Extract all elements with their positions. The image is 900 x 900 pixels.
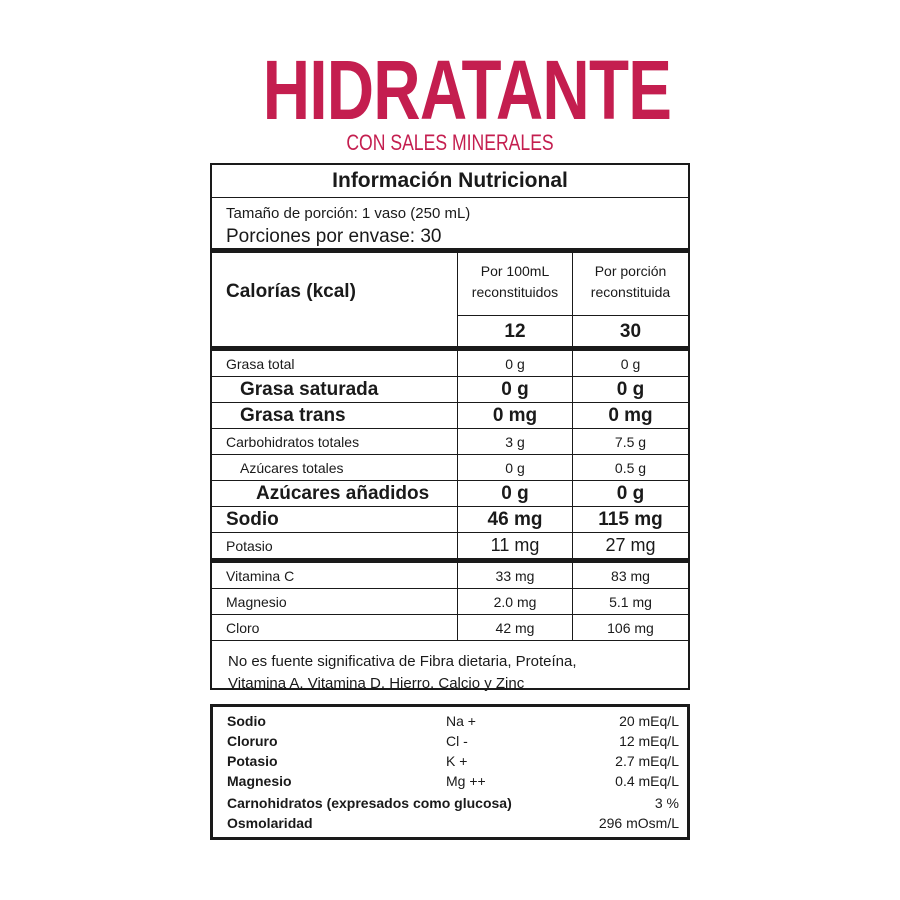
electrolyte-symbol: K + xyxy=(446,753,468,769)
nutrient-value-per-serving: 0 g xyxy=(572,481,688,506)
nutrient-value-per-100ml: 42 mg xyxy=(457,615,572,640)
nutrient-label: Grasa saturada xyxy=(240,378,379,400)
electrolyte-value: 2.7 mEq/L xyxy=(615,753,679,769)
nutrient-row-cloro xyxy=(212,615,688,641)
nutrient-row-grasa-trans xyxy=(212,403,688,429)
nutrient-label: Vitamina C xyxy=(226,567,295,584)
nutrient-value-per-serving: 106 mg xyxy=(572,615,688,640)
electrolyte-value: 296 mOsm/L xyxy=(598,815,679,831)
nutrient-value-per-100ml: 2.0 mg xyxy=(457,589,572,614)
nutrient-value-per-100ml: 0 g xyxy=(457,377,572,402)
nutrient-row-carbohidratos xyxy=(212,429,688,455)
nutrient-row-grasa-total xyxy=(212,351,688,377)
electrolyte-name: Cloruro xyxy=(227,733,278,749)
nutrient-label: Azúcares añadidos xyxy=(256,482,430,504)
nutrient-value-per-serving: 0.5 g xyxy=(572,455,688,480)
nutrient-value-per-serving: 0 g xyxy=(572,377,688,402)
nutrient-value-per-100ml: 0 g xyxy=(457,351,572,376)
nutrient-label: Magnesio xyxy=(226,593,287,610)
nutrient-value-per-100ml: 11 mg xyxy=(457,533,572,558)
calories-label: Calorías (kcal) xyxy=(226,281,356,302)
column-header-per-100ml xyxy=(457,253,572,315)
servings-per-container: Porciones por envase: 30 xyxy=(226,226,442,247)
column-header-line: reconstituidos xyxy=(471,284,559,300)
nutrient-value-per-serving: 7.5 g xyxy=(572,429,688,454)
nutrient-label: Potasio xyxy=(226,537,273,554)
column-header-line: Por 100mL xyxy=(480,263,550,279)
electrolyte-name: Magnesio xyxy=(227,773,292,789)
electrolyte-value: 0.4 mEq/L xyxy=(615,773,679,789)
nutrient-label: Sodio xyxy=(226,508,279,530)
nutrient-value-per-serving: 0 g xyxy=(572,351,688,376)
nutrient-value-per-serving: 0 mg xyxy=(572,403,688,428)
nutrient-value-per-100ml: 0 g xyxy=(457,481,572,506)
serving-size: Tamaño de porción: 1 vaso (250 mL) xyxy=(226,205,471,222)
electrolyte-table xyxy=(210,704,690,840)
electrolyte-name: Sodio xyxy=(227,713,266,729)
column-header-line: reconstituida xyxy=(590,284,671,300)
electrolyte-name: Carnohidratos (expresados como glucosa) xyxy=(227,795,512,811)
nutrient-value-per-100ml: 0 g xyxy=(457,455,572,480)
calories-value-per-serving: 30 xyxy=(572,315,688,346)
nutrient-row-azucares-anadidos xyxy=(212,481,688,507)
nutrient-value-per-100ml: 46 mg xyxy=(457,507,572,532)
nutrient-label: Cloro xyxy=(226,619,260,636)
nutrition-facts-panel xyxy=(210,163,690,690)
electrolyte-row xyxy=(213,733,687,753)
column-header-line: Por porción xyxy=(594,263,667,279)
nutrient-row-sodio xyxy=(212,507,688,533)
nutrient-row-grasa-saturada xyxy=(212,377,688,403)
electrolyte-value: 12 mEq/L xyxy=(619,733,679,749)
brand-subtitle: CON SALES MINERALES xyxy=(346,130,554,155)
electrolyte-symbol: Na + xyxy=(446,713,476,729)
column-header-per-serving xyxy=(572,253,688,315)
electrolyte-row xyxy=(213,773,687,793)
nutrient-row-vitamina-c xyxy=(212,563,688,589)
nutrient-value-per-serving: 115 mg xyxy=(572,507,688,532)
nutrition-title: Información Nutricional xyxy=(212,165,688,198)
electrolyte-name: Osmolaridad xyxy=(227,815,313,831)
nutrient-value-per-100ml: 33 mg xyxy=(457,563,572,588)
nutrient-row-potasio xyxy=(212,533,688,563)
nutrient-row-azucares-totales xyxy=(212,455,688,481)
electrolyte-symbol: Cl - xyxy=(446,733,468,749)
nutrient-value-per-100ml: 0 mg xyxy=(457,403,572,428)
footnote xyxy=(212,641,688,695)
electrolyte-value: 3 % xyxy=(654,795,679,811)
footnote-line: Vitamina A, Vitamina D, Hierro, Calcio y Zinc xyxy=(228,675,525,692)
electrolyte-row xyxy=(213,713,687,733)
nutrient-label: Grasa total xyxy=(226,355,295,372)
nutrient-label: Grasa trans xyxy=(240,404,346,426)
nutrient-row-magnesio xyxy=(212,589,688,615)
electrolyte-row xyxy=(213,753,687,773)
calories-value-per-100ml: 12 xyxy=(457,315,572,346)
nutrient-value-per-serving: 5.1 mg xyxy=(572,589,688,614)
electrolyte-name: Potasio xyxy=(227,753,278,769)
nutrient-value-per-serving: 27 mg xyxy=(572,533,688,558)
nutrient-value-per-100ml: 3 g xyxy=(457,429,572,454)
electrolyte-row xyxy=(213,815,687,835)
serving-info xyxy=(212,198,688,253)
brand-title: HIDRATANTE xyxy=(262,43,672,137)
footnote-line: No es fuente significativa de Fibra dietaria, Proteína, xyxy=(228,653,577,670)
nutrient-value-per-serving: 83 mg xyxy=(572,563,688,588)
electrolyte-value: 20 mEq/L xyxy=(619,713,679,729)
electrolyte-row xyxy=(213,795,687,815)
calories-section xyxy=(212,253,688,351)
electrolyte-symbol: Mg ++ xyxy=(446,773,486,789)
nutrient-label: Carbohidratos totales xyxy=(226,433,360,450)
nutrient-label: Azúcares totales xyxy=(240,459,344,476)
